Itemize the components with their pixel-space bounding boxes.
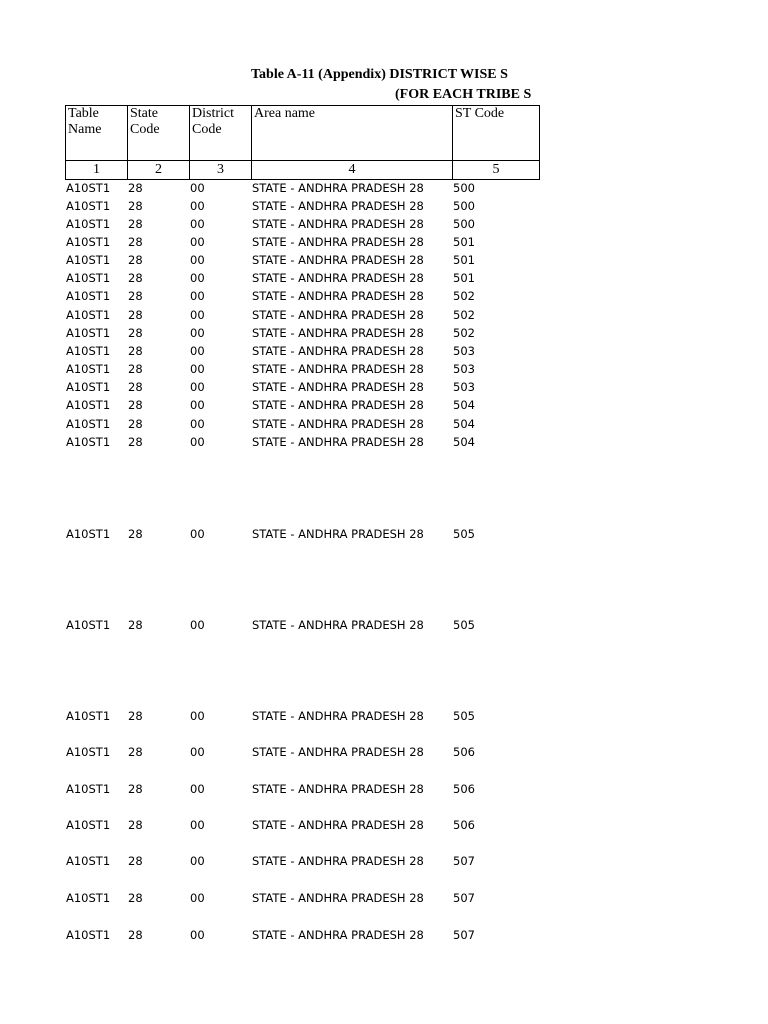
- cell-area-name: STATE - ANDHRA PRADESH 28: [252, 435, 424, 449]
- table-row: [0, 306, 768, 324]
- cell-st-code: 505: [453, 709, 475, 723]
- table-row: [0, 215, 768, 233]
- cell-st-code: 505: [453, 527, 475, 541]
- cell-table-name: A10ST1: [66, 782, 111, 796]
- header-col-number: 2: [127, 160, 189, 180]
- cell-district-code: 00: [190, 709, 205, 723]
- table-row: [0, 360, 768, 378]
- cell-district-code: 00: [190, 818, 205, 832]
- cell-area-name: STATE - ANDHRA PRADESH 28: [252, 199, 424, 213]
- cell-district-code: 00: [190, 289, 205, 303]
- cell-st-code: 503: [453, 380, 475, 394]
- cell-st-code: 506: [453, 782, 475, 796]
- cell-area-name: STATE - ANDHRA PRADESH 28: [252, 398, 424, 412]
- cell-table-name: A10ST1: [66, 618, 111, 632]
- header-col-number: 5: [452, 160, 540, 180]
- cell-table-name: A10ST1: [66, 435, 111, 449]
- cell-district-code: 00: [190, 398, 205, 412]
- cell-table-name: A10ST1: [66, 398, 111, 412]
- cell-area-name: STATE - ANDHRA PRADESH 28: [252, 380, 424, 394]
- cell-area-name: STATE - ANDHRA PRADESH 28: [252, 217, 424, 231]
- cell-district-code: 00: [190, 253, 205, 267]
- cell-st-code: 504: [453, 417, 475, 431]
- cell-state-code: 28: [128, 891, 143, 905]
- cell-area-name: STATE - ANDHRA PRADESH 28: [252, 344, 424, 358]
- cell-area-name: STATE - ANDHRA PRADESH 28: [252, 253, 424, 267]
- table-row: [0, 433, 768, 451]
- header-col-number: 4: [251, 160, 452, 180]
- table-row: [0, 378, 768, 396]
- cell-st-code: 501: [453, 235, 475, 249]
- cell-table-name: A10ST1: [66, 362, 111, 376]
- cell-state-code: 28: [128, 253, 143, 267]
- cell-st-code: 501: [453, 253, 475, 267]
- cell-district-code: 00: [190, 417, 205, 431]
- table-row: [0, 179, 768, 197]
- cell-area-name: STATE - ANDHRA PRADESH 28: [252, 818, 424, 832]
- cell-table-name: A10ST1: [66, 891, 111, 905]
- cell-state-code: 28: [128, 398, 143, 412]
- cell-table-name: A10ST1: [66, 527, 111, 541]
- cell-st-code: 501: [453, 271, 475, 285]
- cell-state-code: 28: [128, 308, 143, 322]
- cell-st-code: 500: [453, 217, 475, 231]
- cell-st-code: 504: [453, 435, 475, 449]
- cell-table-name: A10ST1: [66, 344, 111, 358]
- table-title-line-1: Table A-11 (Appendix) DISTRICT WISE S: [251, 67, 508, 82]
- table-row: [0, 269, 768, 287]
- cell-table-name: A10ST1: [66, 217, 111, 231]
- header-state-code: State Code: [127, 105, 189, 160]
- table-row: [0, 525, 768, 543]
- cell-state-code: 28: [128, 417, 143, 431]
- cell-area-name: STATE - ANDHRA PRADESH 28: [252, 854, 424, 868]
- cell-state-code: 28: [128, 380, 143, 394]
- cell-table-name: A10ST1: [66, 326, 111, 340]
- cell-table-name: A10ST1: [66, 380, 111, 394]
- cell-area-name: STATE - ANDHRA PRADESH 28: [252, 891, 424, 905]
- cell-state-code: 28: [128, 782, 143, 796]
- cell-district-code: 00: [190, 435, 205, 449]
- cell-state-code: 28: [128, 181, 143, 195]
- cell-district-code: 00: [190, 928, 205, 942]
- cell-table-name: A10ST1: [66, 745, 111, 759]
- cell-st-code: 500: [453, 199, 475, 213]
- cell-area-name: STATE - ANDHRA PRADESH 28: [252, 326, 424, 340]
- cell-st-code: 502: [453, 289, 475, 303]
- table-row: [0, 852, 768, 870]
- cell-state-code: 28: [128, 271, 143, 285]
- cell-table-name: A10ST1: [66, 199, 111, 213]
- cell-table-name: A10ST1: [66, 854, 111, 868]
- cell-district-code: 00: [190, 199, 205, 213]
- table-row: [0, 197, 768, 215]
- cell-district-code: 00: [190, 181, 205, 195]
- cell-area-name: STATE - ANDHRA PRADESH 28: [252, 235, 424, 249]
- cell-district-code: 00: [190, 362, 205, 376]
- table-row: [0, 396, 768, 414]
- cell-st-code: 502: [453, 326, 475, 340]
- cell-state-code: 28: [128, 745, 143, 759]
- table-row: [0, 251, 768, 269]
- cell-st-code: 505: [453, 618, 475, 632]
- table-row: [0, 233, 768, 251]
- cell-district-code: 00: [190, 618, 205, 632]
- cell-st-code: 504: [453, 398, 475, 412]
- cell-district-code: 00: [190, 326, 205, 340]
- cell-district-code: 00: [190, 745, 205, 759]
- cell-district-code: 00: [190, 891, 205, 905]
- cell-st-code: 507: [453, 854, 475, 868]
- cell-area-name: STATE - ANDHRA PRADESH 28: [252, 709, 424, 723]
- cell-state-code: 28: [128, 709, 143, 723]
- table-row: [0, 816, 768, 834]
- header-col-number: 1: [65, 160, 127, 180]
- header-col-number: 3: [189, 160, 251, 180]
- cell-area-name: STATE - ANDHRA PRADESH 28: [252, 928, 424, 942]
- table-row: [0, 743, 768, 761]
- cell-table-name: A10ST1: [66, 928, 111, 942]
- cell-state-code: 28: [128, 199, 143, 213]
- cell-table-name: A10ST1: [66, 417, 111, 431]
- cell-district-code: 00: [190, 527, 205, 541]
- cell-st-code: 506: [453, 818, 475, 832]
- cell-state-code: 28: [128, 854, 143, 868]
- cell-state-code: 28: [128, 326, 143, 340]
- cell-state-code: 28: [128, 527, 143, 541]
- table-row: [0, 707, 768, 725]
- cell-district-code: 00: [190, 854, 205, 868]
- header-area-name: Area name: [251, 105, 452, 160]
- cell-table-name: A10ST1: [66, 289, 111, 303]
- cell-table-name: A10ST1: [66, 818, 111, 832]
- cell-area-name: STATE - ANDHRA PRADESH 28: [252, 308, 424, 322]
- table-row: [0, 287, 768, 305]
- cell-state-code: 28: [128, 362, 143, 376]
- header-district-code: District Code: [189, 105, 251, 160]
- cell-st-code: 507: [453, 928, 475, 942]
- table-row: [0, 616, 768, 634]
- header-table-name: Table Name: [65, 105, 127, 160]
- table-row: [0, 342, 768, 360]
- cell-st-code: 502: [453, 308, 475, 322]
- cell-area-name: STATE - ANDHRA PRADESH 28: [252, 181, 424, 195]
- cell-district-code: 00: [190, 380, 205, 394]
- cell-st-code: 503: [453, 344, 475, 358]
- table-row: [0, 889, 768, 907]
- cell-area-name: STATE - ANDHRA PRADESH 28: [252, 745, 424, 759]
- cell-district-code: 00: [190, 782, 205, 796]
- table-header: [65, 105, 540, 180]
- cell-district-code: 00: [190, 308, 205, 322]
- cell-state-code: 28: [128, 618, 143, 632]
- header-st-code: ST Code: [452, 105, 540, 160]
- cell-area-name: STATE - ANDHRA PRADESH 28: [252, 527, 424, 541]
- table-title-line-2: (FOR EACH TRIBE S: [395, 87, 532, 102]
- cell-table-name: A10ST1: [66, 271, 111, 285]
- cell-table-name: A10ST1: [66, 308, 111, 322]
- cell-table-name: A10ST1: [66, 253, 111, 267]
- cell-state-code: 28: [128, 435, 143, 449]
- cell-table-name: A10ST1: [66, 709, 111, 723]
- cell-district-code: 00: [190, 344, 205, 358]
- cell-table-name: A10ST1: [66, 181, 111, 195]
- cell-district-code: 00: [190, 235, 205, 249]
- cell-st-code: 503: [453, 362, 475, 376]
- cell-state-code: 28: [128, 344, 143, 358]
- cell-state-code: 28: [128, 928, 143, 942]
- cell-st-code: 506: [453, 745, 475, 759]
- cell-district-code: 00: [190, 217, 205, 231]
- table-row: [0, 324, 768, 342]
- cell-state-code: 28: [128, 289, 143, 303]
- cell-st-code: 500: [453, 181, 475, 195]
- cell-state-code: 28: [128, 235, 143, 249]
- cell-st-code: 507: [453, 891, 475, 905]
- cell-district-code: 00: [190, 271, 205, 285]
- table-row: [0, 780, 768, 798]
- cell-area-name: STATE - ANDHRA PRADESH 28: [252, 618, 424, 632]
- table-row: [0, 415, 768, 433]
- cell-area-name: STATE - ANDHRA PRADESH 28: [252, 417, 424, 431]
- cell-area-name: STATE - ANDHRA PRADESH 28: [252, 271, 424, 285]
- cell-area-name: STATE - ANDHRA PRADESH 28: [252, 782, 424, 796]
- cell-area-name: STATE - ANDHRA PRADESH 28: [252, 362, 424, 376]
- cell-state-code: 28: [128, 818, 143, 832]
- table-row: [0, 926, 768, 944]
- cell-area-name: STATE - ANDHRA PRADESH 28: [252, 289, 424, 303]
- cell-state-code: 28: [128, 217, 143, 231]
- cell-table-name: A10ST1: [66, 235, 111, 249]
